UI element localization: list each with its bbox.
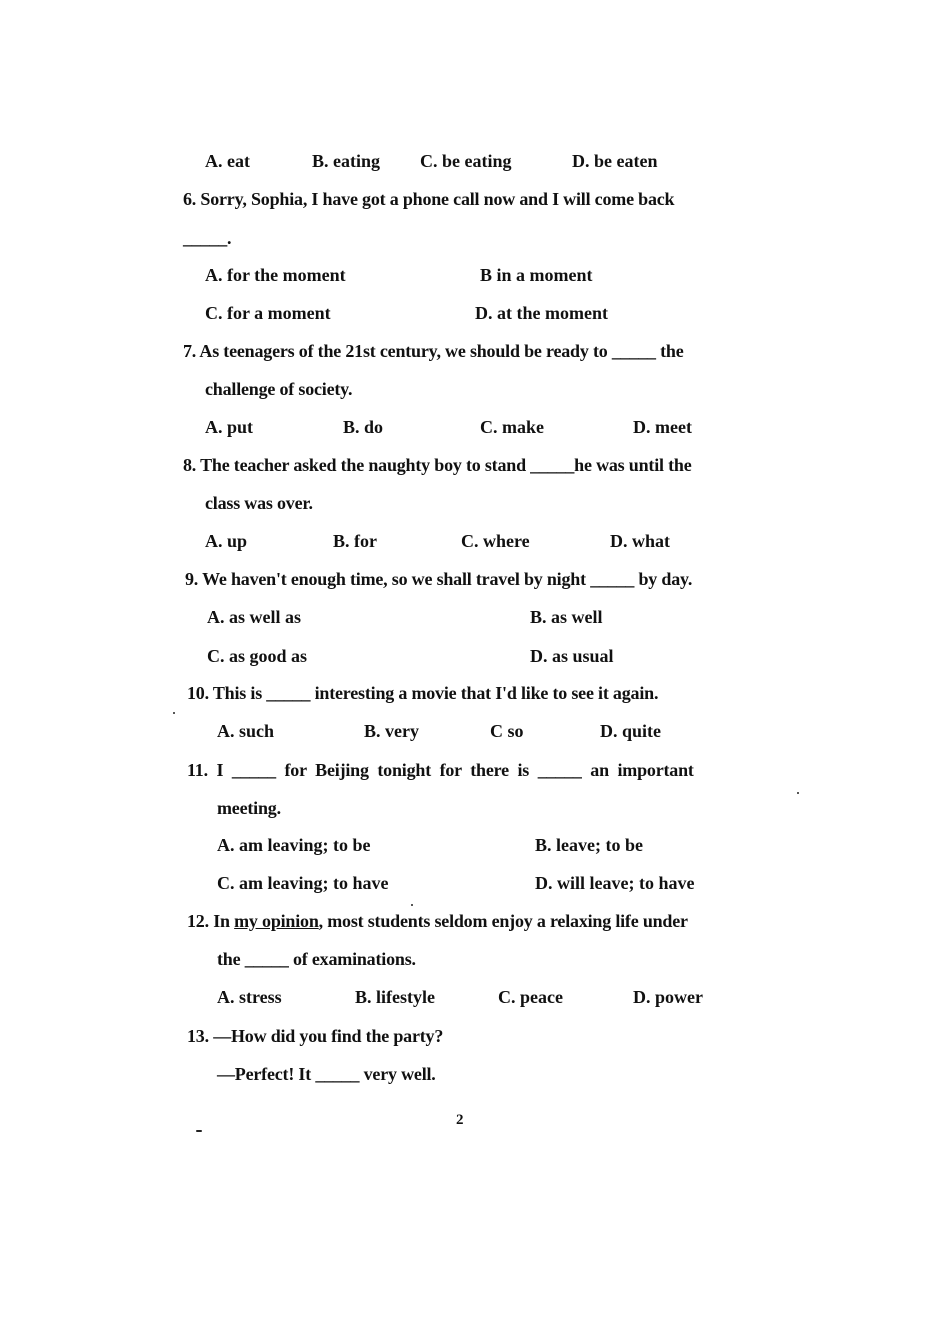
q9-option-b: B. as well xyxy=(530,607,603,627)
q6-option-a: A. for the moment xyxy=(205,265,346,285)
q13-stem: 13. —How did you find the party? xyxy=(187,1026,444,1046)
q9-stem: 9. We haven't enough time, so we shall travel by night _____ by day. xyxy=(185,569,693,589)
q8-option-d: D. what xyxy=(610,531,671,551)
q7-option-c: C. make xyxy=(480,417,544,437)
q12-stem-cont: the _____ of examinations. xyxy=(217,949,416,969)
q10-option-c: C so xyxy=(490,721,524,741)
q12-option-a: A. stress xyxy=(217,987,282,1007)
q5-option-c: C. be eating xyxy=(420,151,512,171)
q8-option-c: C. where xyxy=(461,531,530,551)
q6-stem-blank: _____. xyxy=(183,228,232,248)
q8-stem-cont: class was over. xyxy=(205,493,313,513)
q5-option-b: B. eating xyxy=(312,151,381,171)
q7-option-a: A. put xyxy=(205,417,254,437)
q5-option-a: A. eat xyxy=(205,151,250,171)
q7-option-d: D. meet xyxy=(633,417,692,437)
q7-option-b: B. do xyxy=(343,417,384,437)
q12-stem-post: , most students seldom enjoy a relaxing life under xyxy=(318,911,688,931)
scan-speck xyxy=(797,792,799,794)
q8-stem: 8. The teacher asked the naughty boy to stand _____he was until the xyxy=(183,455,692,475)
q10-option-b: B. very xyxy=(364,721,419,741)
q8-option-b: B. for xyxy=(333,531,377,551)
q9-option-c: C. as good as xyxy=(207,646,308,666)
q12-option-b: B. lifestyle xyxy=(355,987,435,1007)
q11-stem-cont: meeting. xyxy=(217,798,281,818)
q5-option-d: D. be eaten xyxy=(572,151,658,171)
q12-option-c: C. peace xyxy=(498,987,563,1007)
q6-stem: 6. Sorry, Sophia, I have got a phone call now and I will come back xyxy=(183,189,675,209)
scan-speck xyxy=(173,712,175,714)
q8-option-a: A. up xyxy=(205,531,248,551)
scan-speck xyxy=(196,1130,202,1132)
scan-speck xyxy=(411,904,413,906)
page-number: 2 xyxy=(456,1112,464,1128)
q7-stem: 7. As teenagers of the 21st century, we should be ready to _____ the xyxy=(183,341,684,361)
q11-option-b: B. leave; to be xyxy=(535,835,643,855)
q6-option-b: B in a moment xyxy=(480,265,593,285)
q6-option-d: D. at the moment xyxy=(475,303,608,323)
q13-stem-cont: —Perfect! It _____ very well. xyxy=(217,1064,436,1084)
q12-stem-pre: 12. In xyxy=(187,911,235,931)
q11-option-d: D. will leave; to have xyxy=(535,873,695,893)
q7-stem-cont: challenge of society. xyxy=(205,379,353,399)
q11-option-c: C. am leaving; to have xyxy=(217,873,389,893)
q11-stem: 11. I _____ for Beijing tonight for there is _____ an important xyxy=(187,760,694,780)
q10-option-a: A. such xyxy=(217,721,275,741)
q10-stem: 10. This is _____ interesting a movie that I'd like to see it again. xyxy=(187,683,659,703)
q9-option-d: D. as usual xyxy=(530,646,614,666)
q12-stem xyxy=(187,910,688,932)
q6-option-c: C. for a moment xyxy=(205,303,331,323)
q11-option-a: A. am leaving; to be xyxy=(217,835,371,855)
q12-underlined-phrase: my opinion xyxy=(234,911,319,931)
q10-option-d: D. quite xyxy=(600,721,662,741)
q9-option-a: A. as well as xyxy=(207,607,301,627)
q12-option-d: D. power xyxy=(633,987,703,1007)
